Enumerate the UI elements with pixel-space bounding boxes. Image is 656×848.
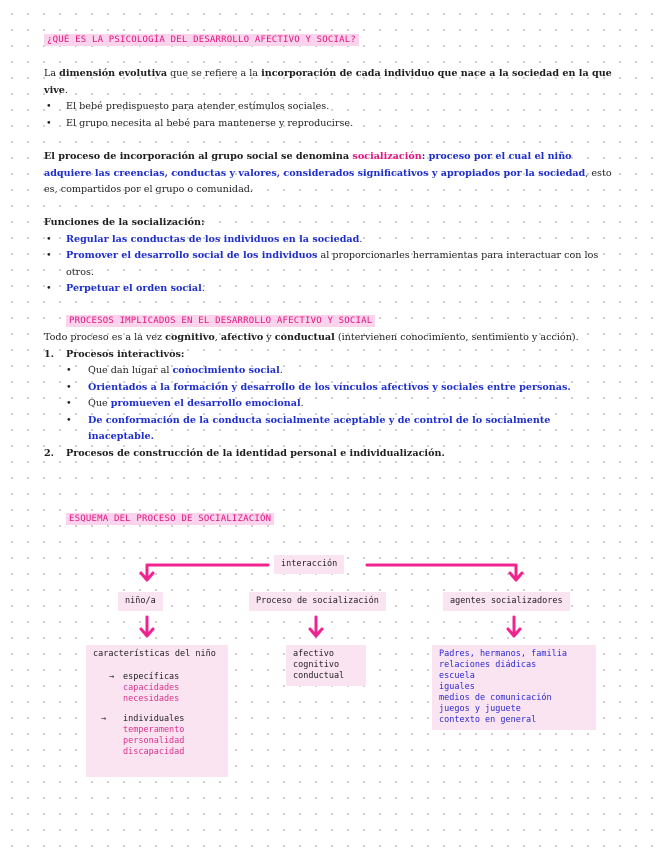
list-item: necesidades bbox=[123, 694, 180, 704]
scheme-subtitle: ESQUEMA DEL PROCESO DE SOCIALIZACIÓN bbox=[66, 513, 274, 525]
list-item: personalidad bbox=[123, 736, 185, 746]
processes-subtitle: PROCESOS IMPLICADOS EN EL DESARROLLO AFECTIVO Y SOCIAL bbox=[66, 315, 375, 327]
node-agents: agentes socializadores bbox=[443, 592, 570, 611]
socialization-paragraph: El proceso de incorporación al grupo social se denomina socialización: proceso por el cual el niño adquiere las creencias, conductas y valores, considerados significativos y apropiados por la sociedad, esto es, compartidos por el grupo o comunidad. bbox=[44, 151, 612, 195]
list-item: • Promover el desarrollo social de los individuos al proporcionarles herramientas para interactuar con los otros. bbox=[44, 248, 614, 281]
list-item: • Perpetuar el orden social. bbox=[44, 281, 614, 298]
process-types-box bbox=[286, 645, 366, 686]
list-item: contexto en general bbox=[439, 715, 537, 725]
list-item: • Que promueven el desarrollo emocional. bbox=[44, 396, 616, 413]
list-item: • De conformación de la conducta socialmente aceptable y de control de lo socialmente inaceptable. bbox=[44, 413, 616, 446]
process-item-2: 2. Procesos de construcción de la identidad personal e individualización. bbox=[44, 447, 445, 459]
list-item: afectivo bbox=[293, 649, 334, 659]
list-item: conductual bbox=[293, 671, 345, 681]
list-item: escuela bbox=[439, 671, 475, 681]
list-item: • Orientados a la formación y desarrollo de los vínculos afectivos y sociales entre personas. bbox=[44, 380, 616, 397]
node-child: niño/a bbox=[118, 592, 163, 611]
list-item: capacidades bbox=[123, 683, 180, 693]
list-item: • Regular las conductas de los individuos en la sociedad. bbox=[44, 232, 614, 249]
list-item: discapacidad bbox=[123, 747, 185, 757]
list-item: medios de comunicación bbox=[439, 693, 552, 703]
child-characteristics-title: características del niño bbox=[93, 649, 216, 659]
child-specific-label: específicas bbox=[123, 672, 180, 682]
list-item: relaciones diádicas bbox=[439, 660, 537, 670]
list-item: Padres, hermanos, familia bbox=[439, 649, 567, 659]
node-root: interacción bbox=[274, 555, 344, 574]
list-item: • Que dan lugar al conocimiento social. bbox=[44, 363, 616, 380]
page-title: ¿QUÉ ES LA PSICOLOGÍA DEL DESARROLLO AFECTIVO Y SOCIAL? bbox=[44, 34, 359, 46]
functions-heading: Funciones de la socialización: bbox=[44, 217, 205, 228]
list-item: temperamento bbox=[123, 725, 185, 735]
list-item: juegos y juguete bbox=[439, 704, 521, 714]
child-individual-label: individuales bbox=[123, 714, 185, 724]
arrow-right-icon: → bbox=[109, 672, 115, 682]
connector-line-left bbox=[147, 565, 268, 578]
list-item: • El bebé predispuesto para atender estímulos sociales. bbox=[44, 99, 614, 116]
processes-intro: Todo proceso es a la vez cognitivo, afectivo y conductual (intervienen conocimiento, sentimiento y acción). bbox=[44, 332, 579, 343]
child-characteristics-box bbox=[86, 645, 228, 777]
intro-paragraph: La dimensión evolutiva que se refiere a la incorporación de cada individuo que nace a la sociedad en la que vive. bbox=[44, 68, 612, 96]
list-item: • El grupo necesita al bebé para mantenerse y reproducirse. bbox=[44, 116, 614, 133]
connector-line-right bbox=[367, 565, 516, 578]
list-item: iguales bbox=[439, 682, 475, 692]
list-item: cognitivo bbox=[293, 660, 340, 670]
node-process: Proceso de socialización bbox=[249, 592, 386, 611]
agents-box bbox=[432, 645, 596, 730]
process-item-1: 1. Procesos interactivos: bbox=[44, 348, 185, 360]
arrow-right-icon: → bbox=[101, 714, 107, 724]
